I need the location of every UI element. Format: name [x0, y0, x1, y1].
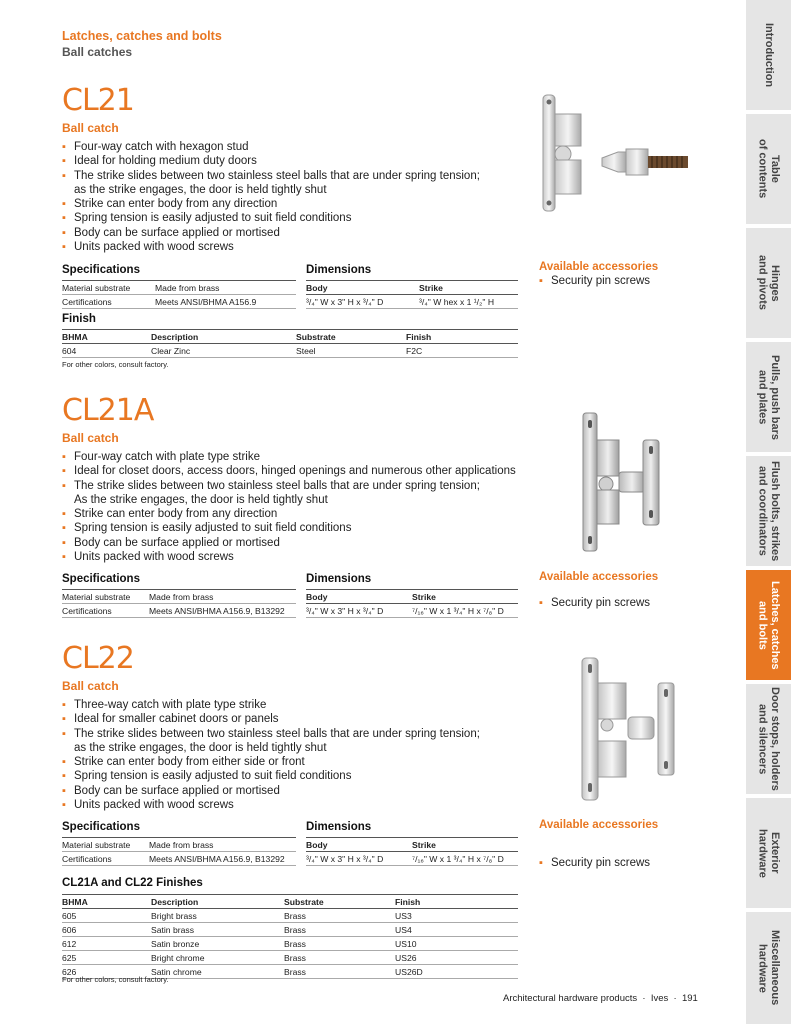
side-tab-miscellaneous[interactable]: [746, 912, 791, 1024]
spec-value: Meets ANSI/BHMA A156.9, B13292: [149, 604, 296, 618]
finish-cell: 626: [62, 965, 151, 979]
product-subtitle: Ball catch: [62, 121, 119, 135]
feature-item: ▪ Spring tension is easily adjusted to suit field conditions: [62, 211, 532, 225]
accessory-item: ▪ Security pin screws: [539, 597, 791, 609]
feature-item: ▪ Units packed with wood screws: [62, 550, 532, 564]
dim-value: ³/₄" W x 3" H x ³/₄" D: [306, 604, 412, 618]
finish-col-header: Substrate: [296, 330, 406, 344]
dimensions-table: [306, 280, 518, 309]
dimensions-table: [306, 589, 518, 618]
finish-cell: 605: [62, 909, 151, 923]
product-cl21a: [62, 393, 154, 428]
feature-item: ▪ Strike can enter body from any direction: [62, 507, 532, 521]
feature-list: [62, 140, 532, 254]
finish-cell: Bright brass: [151, 909, 284, 923]
specifications-heading: Specifications: [62, 821, 140, 833]
finish-col-header: Substrate: [284, 895, 395, 909]
finish-col-header: Description: [151, 330, 296, 344]
accessory-item: ▪ Security pin screws: [539, 275, 791, 287]
side-tab-label: Door stops, holders and silencers: [756, 687, 781, 791]
table-row: [62, 923, 518, 937]
product-subtitle: Ball catch: [62, 679, 119, 693]
feature-item: ▪ Body can be surface applied or mortised: [62, 536, 532, 550]
finish-heading: Finish: [62, 313, 96, 325]
finish-cell: 604: [62, 344, 151, 358]
feature-item: ▪ Ideal for smaller cabinet doors or panels: [62, 712, 532, 726]
finish-col-header: Finish: [406, 330, 518, 344]
feature-item: ▪ Spring tension is easily adjusted to suit field conditions: [62, 521, 532, 535]
product-cl21: [62, 83, 134, 118]
finish-cell: F2C: [406, 344, 518, 358]
spec-value: Meets ANSI/BHMA A156.9: [155, 295, 296, 309]
cl21-product-image: [530, 90, 730, 220]
feature-item: ▪ The strike slides between two stainless steel balls that are under spring tension; as the strike engages, the door is held tightly shut: [62, 169, 532, 198]
cl22-product-image: [570, 655, 690, 805]
feature-list: [62, 698, 532, 812]
side-tab-label: Miscellaneous hardware: [756, 930, 781, 1006]
spec-value: Meets ANSI/BHMA A156.9, B13292: [149, 852, 296, 866]
finish-cell: Brass: [284, 965, 395, 979]
dim-value: ⁷/₁₆" W x 1 ³/₄" H x ⁷/₈" D: [412, 852, 518, 866]
table-row: [62, 951, 518, 965]
side-tab-label: Hinges and pivots: [756, 255, 781, 311]
spec-label: Material substrate: [62, 838, 149, 852]
side-tab-flush-bolts[interactable]: [746, 456, 791, 566]
shared-finishes-table: [62, 894, 518, 979]
finish-note: For other colors, consult factory.: [62, 975, 169, 984]
dim-value: ⁷/₁₆" W x 1 ³/₄" H x ⁷/₈" D: [412, 604, 518, 618]
finish-cell: Brass: [284, 951, 395, 965]
feature-item: ▪ Strike can enter body from any direction: [62, 197, 532, 211]
dim-header: Strike: [419, 281, 518, 295]
finish-cell: Clear Zinc: [151, 344, 296, 358]
dimensions-table: [306, 837, 518, 866]
feature-item: ▪ Units packed with wood screws: [62, 798, 532, 812]
spec-label: Material substrate: [62, 590, 149, 604]
specifications-table: [62, 837, 296, 866]
finish-cell: 612: [62, 937, 151, 951]
spec-label: Certifications: [62, 604, 149, 618]
finish-col-header: BHMA: [62, 330, 151, 344]
table-row: [62, 937, 518, 951]
finish-table: [62, 329, 518, 358]
spec-value: Made from brass: [149, 590, 296, 604]
finish-cell: 625: [62, 951, 151, 965]
side-tab-label: Table of contents: [756, 139, 781, 199]
spec-label: Certifications: [62, 295, 155, 309]
product-model: CL21A: [62, 393, 154, 428]
finish-cell: US4: [395, 923, 518, 937]
finish-cell: Satin bronze: [151, 937, 284, 951]
dimensions-heading: Dimensions: [306, 821, 372, 833]
finish-cell: Brass: [284, 909, 395, 923]
accessories-heading: Available accessories: [539, 571, 659, 583]
dim-header: Body: [306, 281, 419, 295]
side-tab-label: Introduction: [762, 22, 775, 88]
product-model: CL22: [62, 641, 134, 676]
side-tab-table-of-contents[interactable]: [746, 114, 791, 224]
spec-value: Made from brass: [149, 838, 296, 852]
feature-item: ▪ Four-way catch with plate type strike: [62, 450, 532, 464]
side-tab-label: Exterior hardware: [756, 828, 781, 878]
finish-cell: Satin chrome: [151, 965, 284, 979]
dim-header: Strike: [412, 838, 518, 852]
side-tab-latches[interactable]: [746, 570, 791, 680]
finish-note: For other colors, consult factory.: [62, 360, 169, 369]
finish-cell: Bright chrome: [151, 951, 284, 965]
finish-cell: Brass: [284, 923, 395, 937]
feature-item: ▪ Body can be surface applied or mortised: [62, 226, 532, 240]
side-tab-label: Flush bolts, strikes and coordinators: [756, 460, 781, 562]
specifications-table: [62, 589, 296, 618]
finish-cell: Steel: [296, 344, 406, 358]
side-tab-pulls[interactable]: [746, 342, 791, 452]
feature-item: ▪ Strike can enter body from either side or front: [62, 755, 532, 769]
side-tab-hinges[interactable]: [746, 228, 791, 338]
specifications-table: [62, 280, 296, 309]
finish-cell: Satin brass: [151, 923, 284, 937]
table-row: [62, 909, 518, 923]
feature-list: [62, 450, 532, 564]
dim-value: ³/₄" W x 3" H x ³/₄" D: [306, 295, 419, 309]
finish-cell: US26: [395, 951, 518, 965]
feature-item: ▪ The strike slides between two stainless steel balls that are under spring tension; as the strike engages, the door is held tightly shut: [62, 727, 532, 756]
product-model: CL21: [62, 83, 134, 118]
dim-header: Body: [306, 590, 412, 604]
dim-value: ³/₄" W hex x 1 ¹/₂" H: [419, 295, 518, 309]
dim-header: Body: [306, 838, 412, 852]
specifications-heading: Specifications: [62, 573, 140, 585]
side-tab-introduction[interactable]: [746, 0, 791, 110]
page-footer: Architectural hardware products · Ives · 191: [503, 993, 698, 1004]
finish-cell: 606: [62, 923, 151, 937]
feature-item: ▪ Units packed with wood screws: [62, 240, 532, 254]
dimensions-heading: Dimensions: [306, 264, 372, 276]
feature-item: ▪ Spring tension is easily adjusted to suit field conditions: [62, 769, 532, 783]
dim-header: Strike: [412, 590, 518, 604]
feature-item: ▪ Ideal for holding medium duty doors: [62, 154, 532, 168]
finish-cell: US10: [395, 937, 518, 951]
side-tab-door-stops[interactable]: [746, 684, 791, 794]
finish-col-header: Description: [151, 895, 284, 909]
spec-label: Material substrate: [62, 281, 155, 295]
feature-item: ▪ Body can be surface applied or mortised: [62, 784, 532, 798]
spec-label: Certifications: [62, 852, 149, 866]
finish-col-header: BHMA: [62, 895, 151, 909]
breadcrumb-subsection: Ball catches: [62, 45, 133, 59]
feature-item: ▪ Three-way catch with plate type strike: [62, 698, 532, 712]
cl21a-product-image: [575, 410, 675, 555]
accessories-heading: Available accessories: [539, 819, 659, 831]
accessories-heading: Available accessories: [539, 261, 659, 273]
feature-item: ▪ Ideal for closet doors, access doors, hinged openings and numerous other applications: [62, 464, 532, 478]
accessory-item: ▪ Security pin screws: [539, 857, 791, 869]
feature-item: ▪ The strike slides between two stainless steel balls that are under spring tension; As the strike engages, the door is held tightly shut: [62, 479, 532, 508]
dim-value: ³/₄" W x 3" H x ³/₄" D: [306, 852, 412, 866]
specifications-heading: Specifications: [62, 264, 140, 276]
finish-cell: Brass: [284, 937, 395, 951]
dimensions-heading: Dimensions: [306, 573, 372, 585]
shared-finishes-heading: CL21A and CL22 Finishes: [62, 877, 203, 889]
side-tab-label: Latches, catches and bolts: [756, 580, 781, 670]
finish-cell: US3: [395, 909, 518, 923]
side-tab-exterior[interactable]: [746, 798, 791, 908]
breadcrumb-section: Latches, catches and bolts: [62, 29, 222, 43]
feature-item: ▪ Four-way catch with hexagon stud: [62, 140, 532, 154]
product-subtitle: Ball catch: [62, 431, 119, 445]
side-tab-label: Pulls, push bars and plates: [756, 354, 781, 440]
spec-value: Made from brass: [155, 281, 296, 295]
product-cl22: [62, 641, 134, 676]
finish-cell: US26D: [395, 965, 518, 979]
finish-col-header: Finish: [395, 895, 518, 909]
